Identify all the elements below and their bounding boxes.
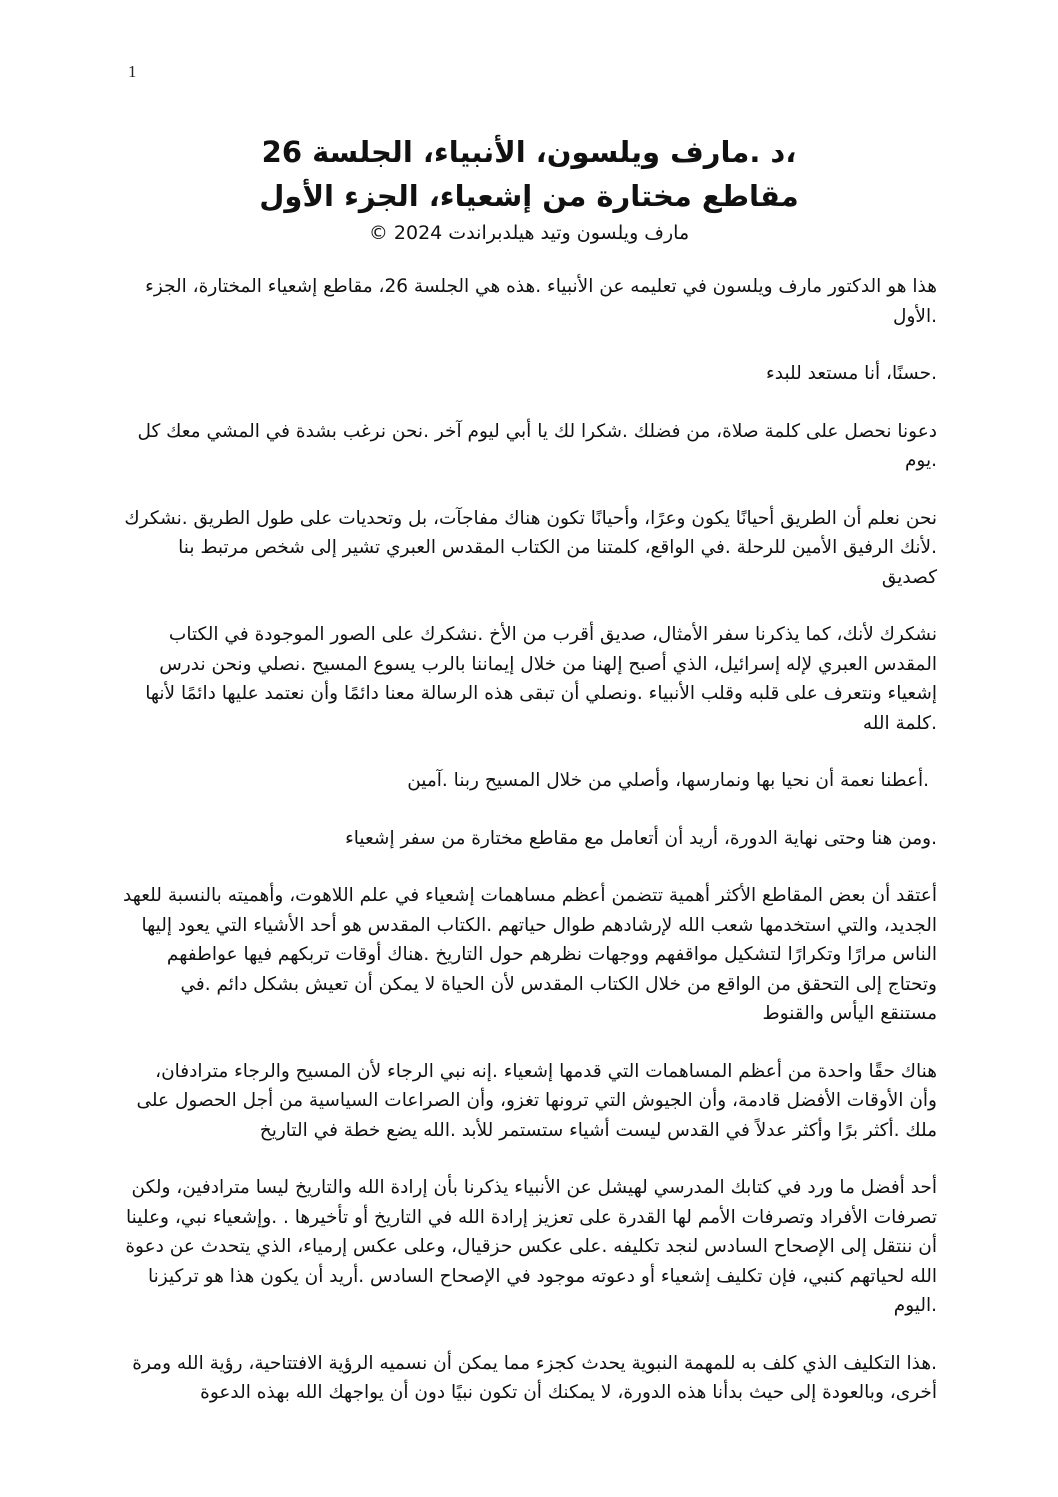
paragraph-course-plan: .ومن هنا وحتى نهاية الدورة، أريد أن أتعامل مع مقاطع مختارة من سفر إشعياء [345,827,937,849]
paragraph-prayer-road: نحن نعلم أن الطريق أحيانًا يكون وعرًا، وأحيانًا تكون هناك مفاجآت، بل وتحديات على طول الطريق .نشكرك .لأنك الرفيق الأمين للرحلة .في الواقع، كلمتنا من الكتاب المقدس العبري تشير إلى شخص مرتبط بنا كصديق [124,507,937,588]
paragraph-commission: .هذا التكليف الذي كلف به للمهمة النبوية يحدث كجزء مما يمكن أن نسميه الرؤية الافتتاحية، رؤية الله ومرة أخرى، وبالعودة إلى حيث بدأنا هذه الدورة، لا يمكنك أن تكون نبيًا دون أن يواجهك الله بهذه الدعوة [132,1352,937,1403]
document-header [120,130,938,248]
paragraph-prophet-of-hope: هناك حقًا واحدة من أعظم المساهمات التي قدمها إشعياء .إنه نبي الرجاء لأن المسيح والرجاء مترادفان، وأن الأوقات الأفضل قادمة، وأن الجيوش التي ترونها تغزو، وأن الصراعات السياسية من أجل الحصول على ملك .أكثر برًا وأكثر عدلاً في القدس ليست أشياء ستستمر للأبد .الله يضع خطة في التاريخ [136,1060,937,1141]
copyright-line: مارف ويلسون وتيد هيلدبراندت 2024 © [368,222,690,244]
paragraph-prayer-friend: نشكرك لأنك، كما يذكرنا سفر الأمثال، صديق أقرب من الأخ .نشكرك على الصور الموجودة في الكتاب المقدس العبري لإله إسرائيل، الذي أصبح إلهنا من خلال إيماننا بالرب يسوع المسيح .نصلي ونحن ندرس إشعياء ونتعرف على قلبه وقلب الأنبياء .ونصلي أن تبقى هذه الرسالة معنا دائمًا وأن نعتمد عليها دائمًا لأنها .كلمة الله [145,624,937,734]
paragraph-intro: هذا هو الدكتور مارف ويلسون في تعليمه عن الأنبياء .هذه هي الجلسة 26، مقاطع إشعياء المختارة، الجزء .الأول [145,276,937,327]
paragraph-ready: .حسنًا، أنا مستعد للبدء [766,363,937,384]
document-title-line-1: ،د .مارف ويلسون، الأنبياء، الجلسة 26 [261,135,797,169]
document-title-line-2: مقاطع مختارة من إشعياء، الجزء الأول [259,179,799,213]
paragraph-important-passages: أعتقد أن بعض المقاطع الأكثر أهمية تتضمن أعظم مساهمات إشعياء في علم اللاهوت، وأهميته بالنسبة للعهد الجديد، والتي استخدمها شعب الله لإرشادهم طوال حياتهم .الكتاب المقدس هو أحد الأشياء التي يعود إليها الناس مرارًا وتكرارًا لتشكيل مواقفهم ووجهات نظرهم حول التاريخ .هناك أوقات تربكهم فيها عواطفهم وتحتاج إلى التحقق من الواقع من خلال الكتاب المقدس لأن الحياة لا يمكن أن تعيش بشكل دائم .في مستنقع اليأس والقنوط [123,885,937,1024]
page-number: 1 [128,62,137,81]
paragraph-heschel: أحد أفضل ما ورد في كتابك المدرسي لهيشل عن الأنبياء يذكرنا بأن إرادة الله والتاريخ ليسا مترادفين، ولكن تصرفات الأفراد وتصرفات الأمم لها القدرة على تعزيز إرادة الله في التاريخ أو تأخيرها . .وإشعياء نبي، وعلينا أن ننتقل إلى الإصحاح السادس لنجد تكليفه .على عكس حزقيال، وعلى عكس إرمياء، الذي يتحدث عن دعوة الله لحياتهم كنبي، فإن تكليف إشعياء أو دعوته موجود في الإصحاح السادس .أريد أن يكون هذا هو تركيزنا .اليوم [125,1177,937,1316]
document-body [122,272,937,1436]
paragraph-amen: .أعطنا نعمة أن نحيا بها ونمارسها، وأصلي من خلال المسيح ربنا .آمين [407,770,929,791]
paragraph-prayer-start: دعونا نحصل على كلمة صلاة، من فضلك .شكرا لك يا أبي ليوم آخر .نحن نرغب بشدة في المشي معك كل .يوم [137,420,937,471]
